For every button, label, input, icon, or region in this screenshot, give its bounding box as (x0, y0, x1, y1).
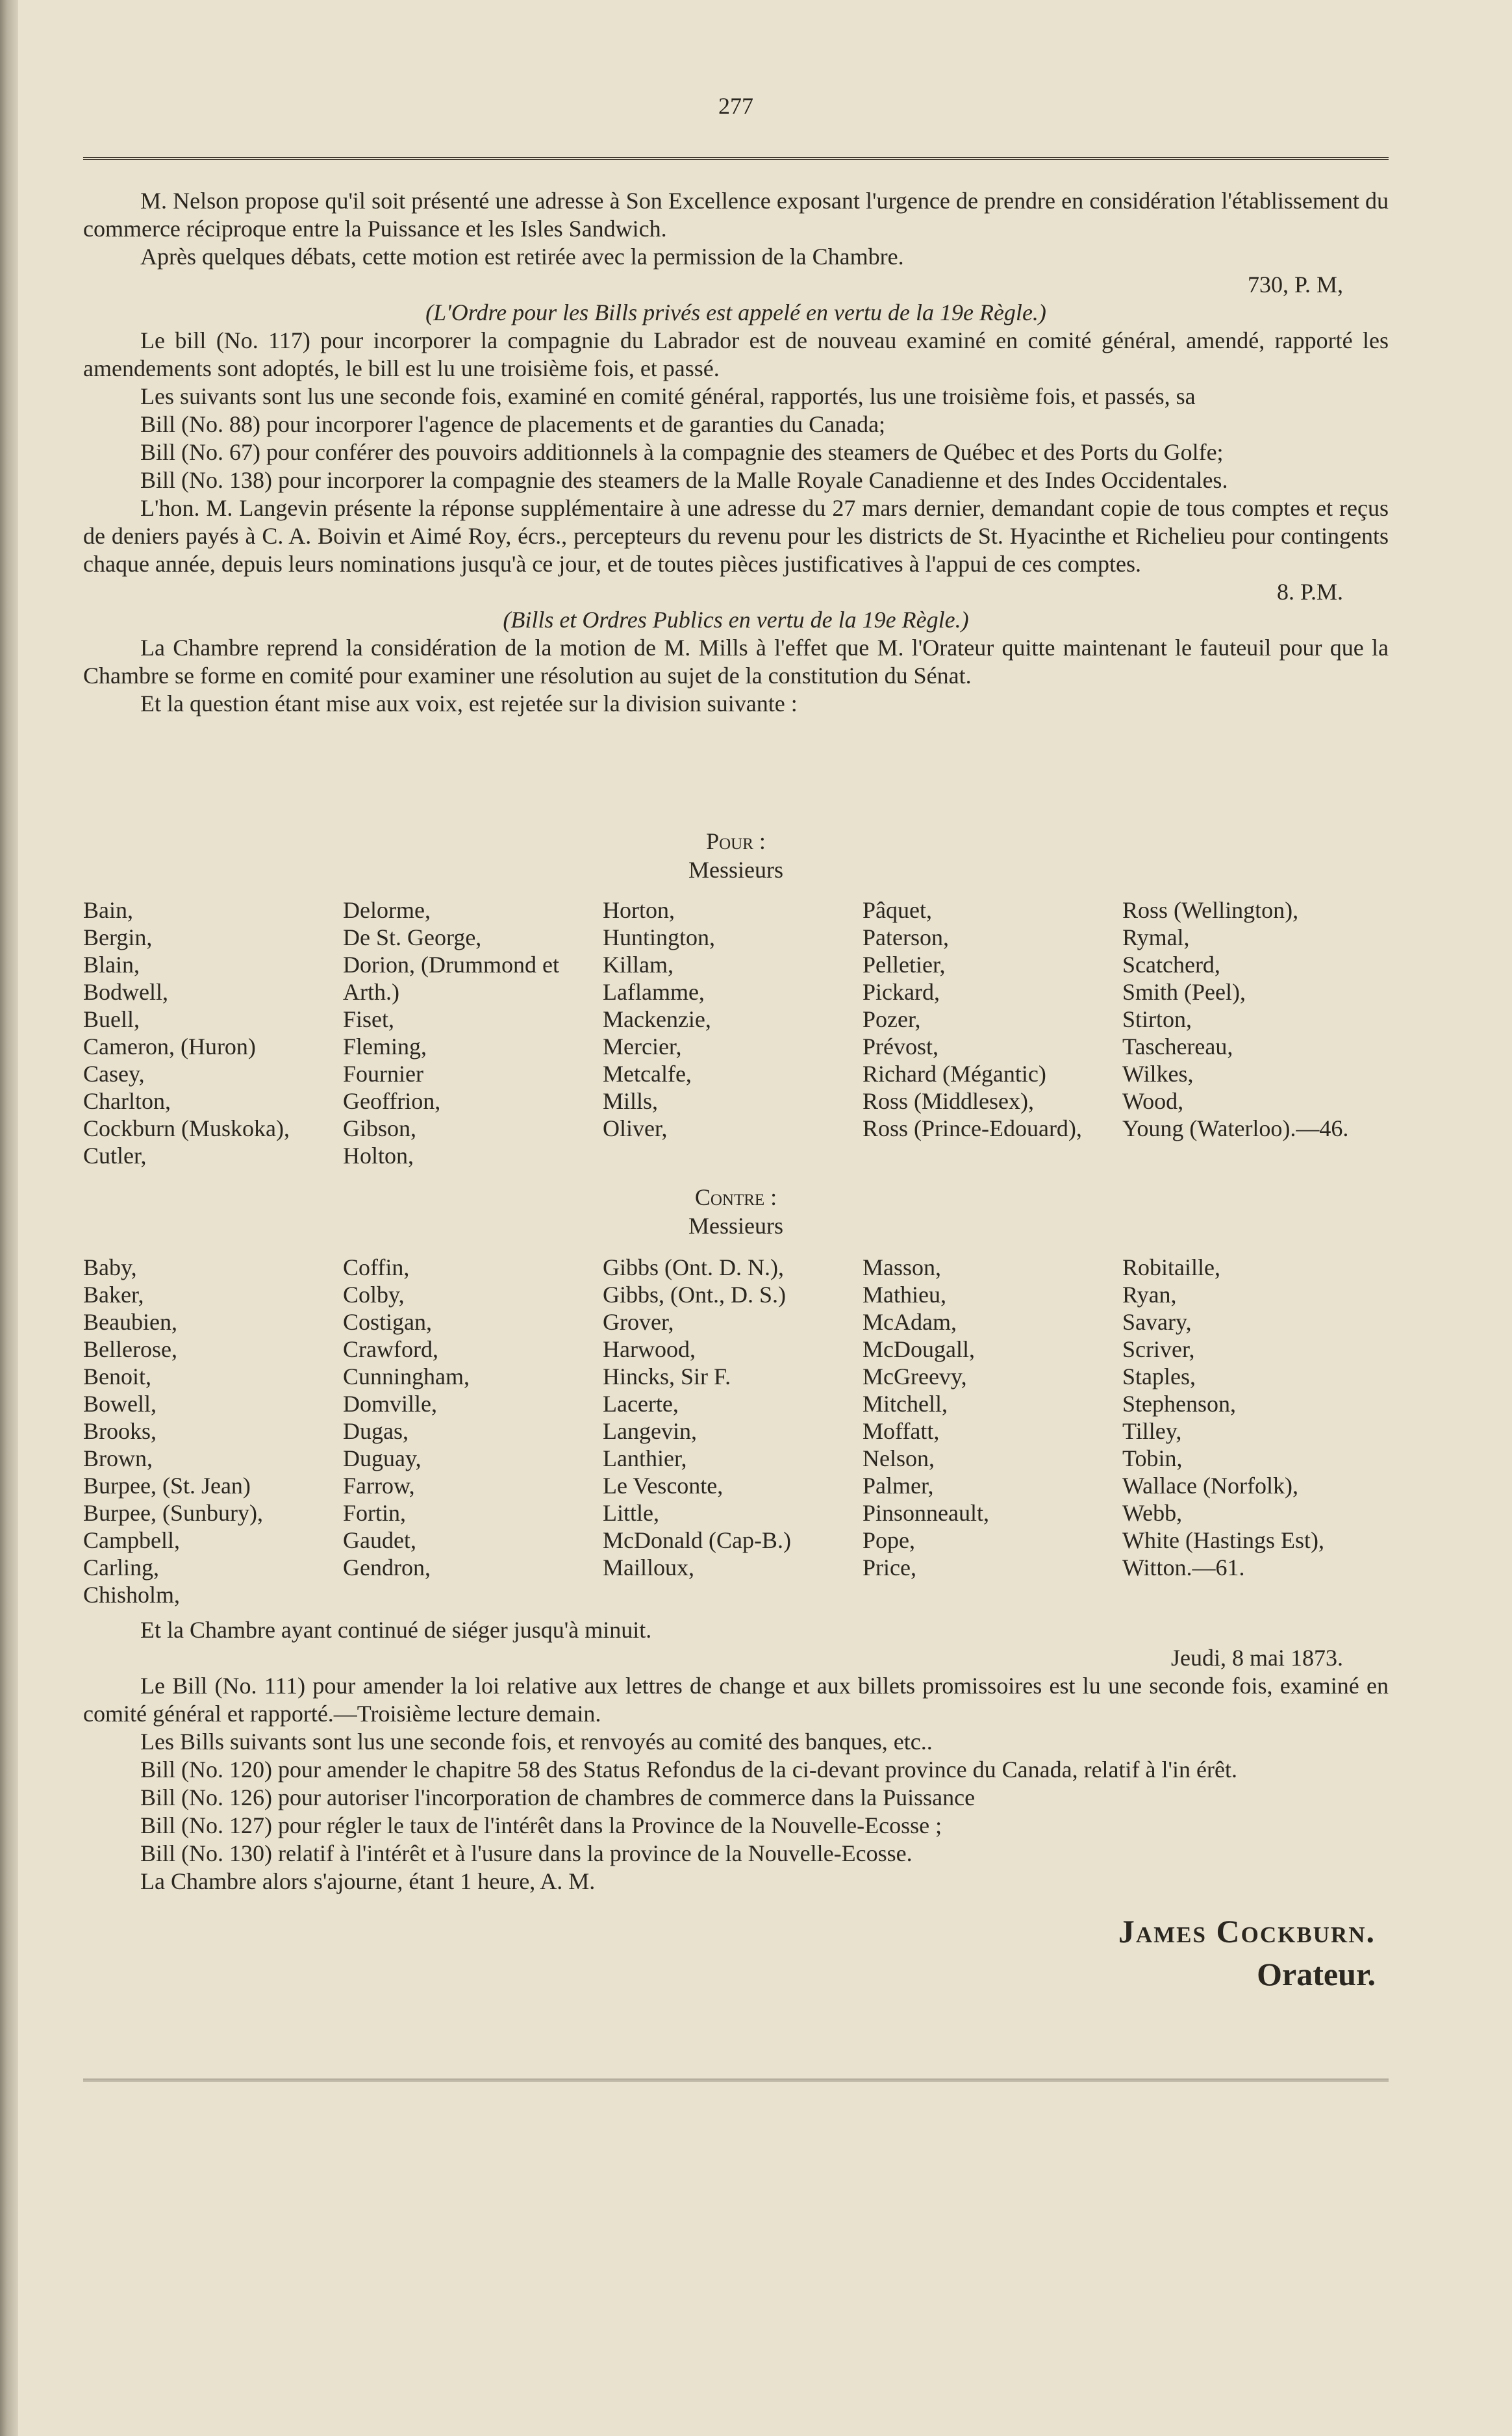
member-name: Witton.—61. (1122, 1554, 1245, 1580)
paragraph: Après quelques débats, cette motion est retirée avec la permission de la Chambre. (140, 244, 904, 270)
member-name: Gibson, (343, 1115, 417, 1141)
member-name: Benoit, (83, 1364, 151, 1389)
member-name: Rymal, (1122, 924, 1190, 950)
top-section (83, 187, 1389, 718)
contre-subheading: Messieurs (688, 1213, 783, 1239)
member-name: Cockburn (Muskoka), (83, 1115, 290, 1141)
member-name: Wallace (Norfolk), (1122, 1473, 1298, 1499)
member-name: Oliver, (603, 1115, 668, 1141)
member-name: Gaudet, (343, 1527, 416, 1553)
member-name: Gendron, (343, 1554, 431, 1580)
member-name: Burpee, (Sunbury), (83, 1500, 263, 1526)
signature-block (1118, 1910, 1376, 1996)
member-name: Chisholm, (83, 1582, 181, 1608)
member-name: Scatcherd, (1122, 952, 1220, 978)
member-name: Tilley, (1122, 1418, 1182, 1444)
member-name: Pelletier, (863, 952, 946, 978)
member-name: Brooks, (83, 1418, 157, 1444)
pour-column (343, 896, 559, 1169)
paragraph: M. Nelson propose qu'il soit présenté une adresse à Son Excellence exposant l'urgence de prendre en considération l'établissement du commerce réciproque entre la Puissance et les Isles Sandwich. (83, 188, 1389, 242)
member-name: Gibbs (Ont. D. N.), (603, 1254, 784, 1280)
member-name: Holton, (343, 1143, 414, 1169)
member-name: Stirton, (1122, 1006, 1192, 1032)
member-name: Young (Waterloo).—46. (1122, 1115, 1349, 1141)
member-name: Wood, (1122, 1088, 1184, 1114)
member-name: McDougall, (863, 1336, 975, 1362)
member-name: McGreevy, (863, 1364, 967, 1389)
member-name: Geoffrion, (343, 1088, 441, 1114)
member-name: Metcalfe, (603, 1061, 692, 1087)
member-name: Baby, (83, 1254, 137, 1280)
member-name: Scriver, (1122, 1336, 1195, 1362)
page-binding-edge (0, 0, 18, 2436)
paragraph: Le bill (No. 117) pour incorporer la compagnie du Labrador est de nouveau examiné en comité général, amendé, rapporté les amendements sont adoptés, le bill est lu une troisième fois, et passé. (83, 327, 1389, 381)
member-name: Fleming, (343, 1034, 427, 1059)
member-name: Baker, (83, 1282, 144, 1308)
member-name: Bellerose, (83, 1336, 177, 1362)
member-name: Brown, (83, 1445, 153, 1471)
member-name: Lacerte, (603, 1391, 679, 1417)
member-name: Grover, (603, 1309, 674, 1335)
member-name: Pâquet, (863, 897, 932, 923)
member-name: Cunningham, (343, 1364, 470, 1389)
member-name: Domville, (343, 1391, 437, 1417)
member-name: Pinsonneault, (863, 1500, 989, 1526)
member-name: Delorme, (343, 897, 431, 923)
member-name: Ryan, (1122, 1282, 1177, 1308)
paragraph: Bill (No. 130) relatif à l'intérêt et à l'usure dans la province de la Nouvelle-Ecosse. (140, 1840, 913, 1866)
member-name: Little, (603, 1500, 659, 1526)
member-name: Prévost, (863, 1034, 939, 1059)
date-line: Jeudi, 8 mai 1873. (1171, 1645, 1343, 1671)
member-name: Hincks, Sir F. (603, 1364, 731, 1389)
member-name: Huntington, (603, 924, 716, 950)
member-name: Webb, (1122, 1500, 1183, 1526)
paragraph: L'hon. M. Langevin présente la réponse supplémentaire à une adresse du 27 mars dernier, demandant copie de tous comptes et reçus de deniers payés à C. A. Boivin et Aimé Roy, écrs., percepteurs du revenu pour les districts de St. Hyacinthe et Richelieu pour contingents chaque année, depuis leurs nominations jusqu'à ce jour, et de toutes pièces justificatives à l'appui de ces comptes. (83, 495, 1389, 577)
member-name: De St. George, (343, 924, 482, 950)
member-name: Langevin, (603, 1418, 697, 1444)
member-name: Mills, (603, 1088, 659, 1114)
member-name: Killam, (603, 952, 674, 978)
member-name: Pozer, (863, 1006, 921, 1032)
member-name: Cutler, (83, 1143, 147, 1169)
member-name: Colby, (343, 1282, 405, 1308)
member-name: Staples, (1122, 1364, 1196, 1389)
member-name: Duguay, (343, 1445, 422, 1471)
signature-title: Orateur. (1257, 1956, 1376, 1992)
closing-line: Et la Chambre ayant continué de siéger jusqu'à minuit. (140, 1617, 652, 1643)
member-name: Wilkes, (1122, 1061, 1194, 1087)
member-name: Fiset, (343, 1006, 395, 1032)
member-name: Taschereau, (1122, 1034, 1233, 1059)
member-name: Masson, (863, 1254, 942, 1280)
member-name: Bain, (83, 897, 133, 923)
member-name: McDonald (Cap-B.) (603, 1527, 791, 1553)
member-name: Lanthier, (603, 1445, 687, 1471)
paragraph: Bill (No. 127) pour régler le taux de l'intérêt dans la Province de la Nouvelle-Ecosse ; (140, 1812, 942, 1838)
member-name: Horton, (603, 897, 675, 923)
member-name: Tobin, (1122, 1445, 1183, 1471)
member-name: Blain, (83, 952, 140, 978)
contre-column (343, 1254, 470, 1581)
member-name: Price, (863, 1554, 916, 1580)
member-name: Ross (Prince-Edouard), (863, 1115, 1082, 1141)
member-name: Crawford, (343, 1336, 438, 1362)
page-number: 277 (718, 93, 753, 119)
member-name: Palmer, (863, 1473, 934, 1499)
member-name: Paterson, (863, 924, 949, 950)
member-name: Beaubien, (83, 1309, 177, 1335)
member-name: Charlton, (83, 1088, 171, 1114)
contre-column (863, 1254, 989, 1581)
bottom-rule (83, 2079, 1389, 2081)
member-name: Campbell, (83, 1527, 180, 1553)
signature-name: James Cockburn. (1118, 1913, 1376, 1949)
member-name: Nelson, (863, 1445, 935, 1471)
member-name: Costigan, (343, 1309, 433, 1335)
member-name: Harwood, (603, 1336, 696, 1362)
member-name: Robitaille, (1122, 1254, 1220, 1280)
member-name: Bodwell, (83, 979, 168, 1005)
member-name: Buell, (83, 1006, 140, 1032)
section-heading: (L'Ordre pour les Bills privés est appelé en vertu de la 19e Règle.) (425, 299, 1046, 325)
paragraph: Bill (No. 138) pour incorporer la compagnie des steamers de la Malle Royale Canadienne et des Indes Occidentales. (140, 467, 1228, 493)
paragraph: Bill (No. 126) pour autoriser l'incorporation de chambres de commerce dans la Puissance (140, 1784, 976, 1810)
member-name: Ross (Middlesex), (863, 1088, 1034, 1114)
member-name: Laflamme, (603, 979, 705, 1005)
top-rule (83, 157, 1389, 160)
member-name: Pope, (863, 1527, 915, 1553)
member-name: Arth.) (343, 979, 399, 1005)
member-name: Smith (Peel), (1122, 979, 1246, 1005)
contre-column (603, 1254, 791, 1581)
paragraph: La Chambre reprend la considération de la motion de M. Mills à l'effet que M. l'Orateur quitte maintenant le fauteuil pour que la Chambre se forme en comité pour examiner une résolution au sujet de la constitution du Sénat. (83, 635, 1389, 689)
member-name: Savary, (1122, 1309, 1192, 1335)
member-name: Bergin, (83, 924, 153, 950)
member-name: Coffin, (343, 1254, 410, 1280)
paragraph: Et la question étant mise aux voix, est rejetée sur la division suivante : (140, 691, 798, 717)
member-name: Mathieu, (863, 1282, 946, 1308)
section-heading: (Bills et Ordres Publics en vertu de la 19e Règle.) (503, 607, 969, 633)
member-name: Dugas, (343, 1418, 409, 1444)
member-name: Cameron, (Huron) (83, 1034, 256, 1059)
paragraph: Le Bill (No. 111) pour amender la loi relative aux lettres de change et aux billets promissoires est lu une seconde fois, examiné en comité général et rapporté.—Troisième lecture demain. (83, 1673, 1389, 1727)
member-name: Carling, (83, 1554, 159, 1580)
paragraph: La Chambre alors s'ajourne, étant 1 heure, A. M. (140, 1868, 596, 1894)
member-name: White (Hastings Est), (1122, 1527, 1324, 1553)
pour-heading: Pour : (706, 828, 766, 854)
pour-column (1122, 896, 1348, 1142)
member-name: Mackenzie, (603, 1006, 711, 1032)
pour-column (603, 896, 715, 1142)
member-name: Le Vesconte, (603, 1473, 724, 1499)
bottom-section (83, 1616, 1389, 1896)
time-stamp: 730, P. M, (1247, 272, 1343, 298)
member-name: Pickard, (863, 979, 940, 1005)
member-name: Burpee, (St. Jean) (83, 1473, 251, 1499)
contre-heading: Contre : (694, 1184, 777, 1210)
member-name: Mitchell, (863, 1391, 948, 1417)
pour-subheading: Messieurs (688, 857, 783, 883)
contre-column (83, 1254, 263, 1608)
member-name: Richard (Mégantic) (863, 1061, 1046, 1087)
pour-column (83, 896, 290, 1169)
member-name: Casey, (83, 1061, 145, 1087)
member-name: Moffatt, (863, 1418, 940, 1444)
member-name: Mercier, (603, 1034, 682, 1059)
time-stamp: 8. P.M. (1276, 579, 1343, 605)
paragraph: Bill (No. 120) pour amender le chapitre 58 des Status Refondus de la ci-devant province du Canada, relatif à l'in érêt. (140, 1757, 1237, 1783)
member-name: Ross (Wellington), (1122, 897, 1299, 923)
member-name: Gibbs, (Ont., D. S.) (603, 1282, 787, 1308)
paragraph: Bill (No. 67) pour conférer des pouvoirs additionnels à la compagnie des steamers de Québec et des Ports du Golfe; (140, 439, 1224, 465)
paragraph: Bill (No. 88) pour incorporer l'agence de placements et de garanties du Canada; (140, 411, 886, 437)
member-name: McAdam, (863, 1309, 957, 1335)
paragraph: Les Bills suivants sont lus une seconde fois, et renvoyés au comité des banques, etc.. (140, 1729, 933, 1755)
member-name: Mailloux, (603, 1554, 694, 1580)
member-name: Stephenson, (1122, 1391, 1236, 1417)
member-name: Bowell, (83, 1391, 157, 1417)
contre-column (1122, 1254, 1324, 1581)
member-name: Fournier (343, 1061, 423, 1087)
paragraph: Les suivants sont lus une seconde fois, examiné en comité général, rapportés, lus une troisième fois, et passés, sa (140, 383, 1196, 409)
member-name: Fortin, (343, 1500, 407, 1526)
member-name: Dorion, (Drummond et (343, 952, 559, 978)
pour-column (863, 896, 1082, 1142)
member-name: Farrow, (343, 1473, 415, 1499)
